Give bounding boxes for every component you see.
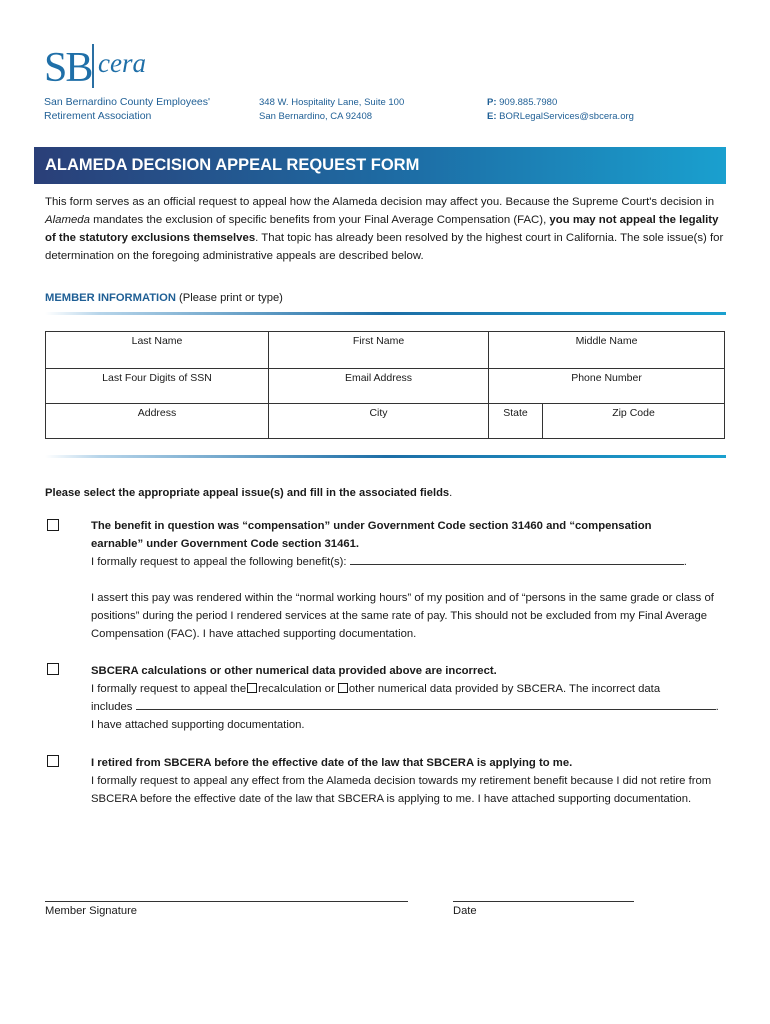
includes-end: . [715,701,719,713]
email-field[interactable] [269,369,489,404]
state-field[interactable] [489,404,543,438]
option-3 [91,754,727,808]
option-3-checkbox[interactable] [47,755,59,767]
section-rule-bottom [45,455,726,458]
select-prompt-end: . [449,487,453,499]
member-info-table [45,331,725,439]
incorrect-data-input-line[interactable] [136,699,716,710]
address-line-1: 348 W. Hospitality Lane, Suite 100 [259,97,405,108]
member-info-heading [45,292,283,304]
recalculation-label: recalculation or [258,683,335,695]
option-1-assertion [91,589,727,643]
select-prompt-text: Please select the appropriate appeal issue(s) and fill in the associated fields [45,487,450,499]
email-address[interactable]: BORLegalServices@sbcera.org [499,111,634,122]
benefit-input-line[interactable] [350,554,684,565]
other-data-label: other numerical data provided by SBCERA. The incorrect data [348,683,661,695]
intro-bold: you may not appeal the legality of the statutory exclusions themselves [45,214,719,244]
member-info-note: (Please print or type) [179,292,283,304]
first-name-label: First Name [352,335,405,347]
option-2-includes [91,698,727,716]
intro-italic: Alameda [45,214,90,226]
intro-text-2: mandates the exclusion of specific benefits from your Final Average Compensation (FAC), [89,214,550,226]
zip-code-label: Zip Code [612,407,655,419]
title-banner [34,147,726,184]
city-field[interactable] [269,404,489,438]
email-field-label: Email Address [344,372,413,384]
option-2-request [91,680,727,698]
organization-name [44,95,210,123]
option-1-request-text: I formally request to appeal the following benefit(s): [91,556,347,568]
option-1-assert-text: I assert this pay was rendered within the “normal working hours” of my position and of “persons in the same grade or class of positions” during the period I rendered services at the same rate of pay. This should not be excluded from my Final Average Compensation (FAC). I have attached supporting documentation. [91,592,714,640]
contact-info [487,96,634,124]
sbcera-logo [44,42,174,92]
organization-address [259,96,404,124]
phone-field-label: Phone Number [571,372,642,384]
middle-name-label: Middle Name [575,335,638,347]
address-label: Address [137,407,177,419]
logo-sb-text: SB [44,45,92,91]
recalculation-checkbox[interactable] [247,683,257,693]
member-signature-line[interactable] [45,901,408,902]
last-name-label: Last Name [131,335,183,347]
phone-line [487,96,634,110]
date-line[interactable] [453,901,634,902]
phone-field[interactable] [489,369,724,404]
other-data-checkbox[interactable] [338,683,348,693]
org-line-1: San Bernardino County Employees' [44,96,211,108]
option-2-heading: SBCERA calculations or other numerical data provided above are incorrect. [91,665,497,677]
member-signature-label: Member Signature [45,905,138,917]
section-rule-top [45,312,726,315]
zip-code-field[interactable] [543,404,724,438]
option-2-checkbox[interactable] [47,663,59,675]
option-1-checkbox[interactable] [47,519,59,531]
option-2-attached: I have attached supporting documentation. [91,719,305,731]
middle-name-field[interactable] [489,332,724,369]
option-2-request-text: I formally request to appeal the [91,683,247,695]
option-2 [91,662,727,734]
intro-text-1: This form serves as an official request to appeal how the Alameda decision may affect you. Because the Supreme Court's decision in [45,196,715,208]
city-label: City [369,407,388,419]
option-1-heading-line-2: earnable” under Government Code section 31461. [91,538,360,550]
org-line-2: Retirement Association [44,110,152,122]
logo-cera-text: cera [98,48,146,78]
option-1-request [91,553,727,571]
email-line [487,110,634,124]
address-field[interactable] [46,404,269,438]
address-line-2: San Bernardino, CA 92408 [259,111,373,122]
first-name-field[interactable] [269,332,489,369]
option-1-request-end: . [683,556,687,568]
phone-number: 909.885.7980 [499,97,558,108]
ssn-field[interactable] [46,369,269,404]
includes-label: includes [91,701,133,713]
form-title: ALAMEDA DECISION APPEAL REQUEST FORM [45,156,420,174]
option-3-heading: I retired from SBCERA before the effective date of the law that SBCERA is applying to me. [91,757,573,769]
phone-label: P: [487,97,497,108]
date-label: Date [453,905,477,917]
last-name-field[interactable] [46,332,269,369]
email-label: E: [487,111,497,122]
logo-divider [92,44,94,88]
ssn-label: Last Four Digits of SSN [102,372,212,384]
select-prompt [45,487,452,499]
member-info-label: MEMBER INFORMATION [45,292,176,304]
intro-paragraph [45,193,727,265]
state-label: State [503,407,528,419]
option-1 [91,517,727,571]
option-1-heading-line-1: The benefit in question was “compensation” under Government Code section 31460 and “compensation [91,520,652,532]
intro-text-3: . That topic has already been resolved by the highest court in California. The sole issue(s) for determination on the foregoing administrative appeals are described below. [45,232,724,262]
option-3-body: I formally request to appeal any effect from the Alameda decision towards my retirement benefit because I did not retire from SBCERA before the effective date of the law that SBCERA is applying to me. I have attached supporting documentation. [91,775,712,805]
